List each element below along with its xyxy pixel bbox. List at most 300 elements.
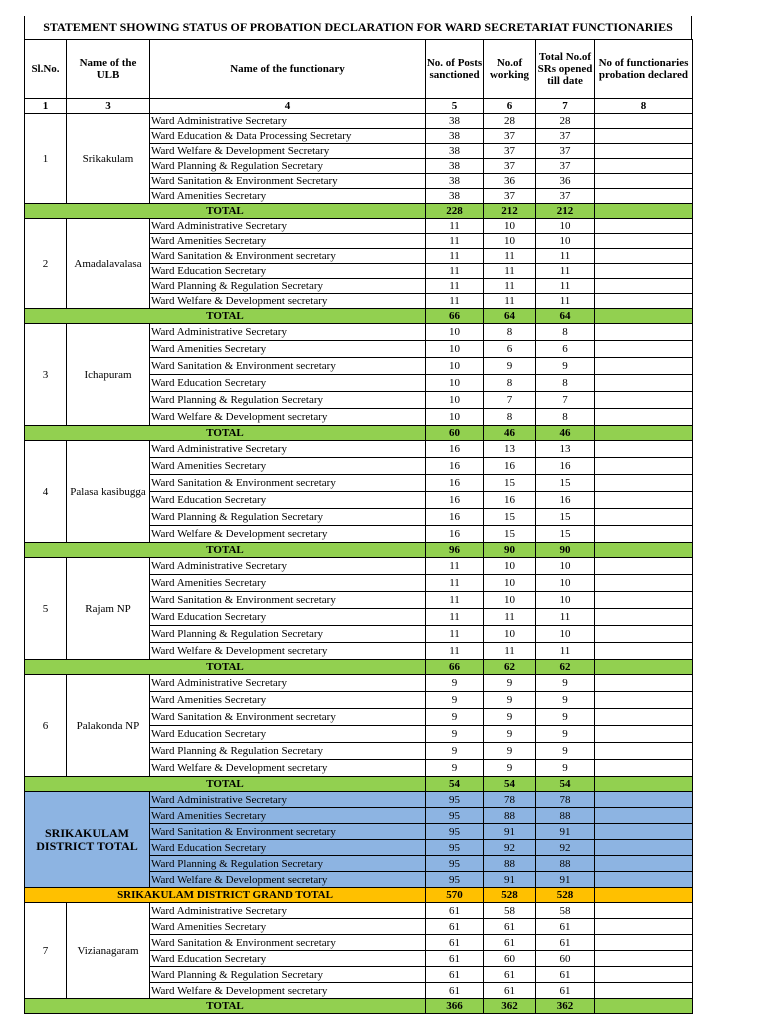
srs-opened-cell: 9 — [536, 692, 595, 709]
working-cell: 10 — [484, 592, 536, 609]
posts-sanctioned-cell: 11 — [426, 234, 484, 249]
posts-sanctioned-cell: 95 — [426, 824, 484, 840]
srs-opened-cell: 58 — [536, 903, 595, 919]
srs-opened-cell: 37 — [536, 144, 595, 159]
functionary-name: Ward Administrative Secretary — [150, 441, 426, 458]
functionary-name: Ward Sanitation & Environment Secretary — [150, 174, 426, 189]
working-cell: 9 — [484, 692, 536, 709]
srs-opened-cell: 92 — [536, 840, 595, 856]
total-posts: 66 — [426, 309, 484, 324]
working-cell: 6 — [484, 341, 536, 358]
total-label: TOTAL — [25, 204, 426, 219]
probation-declared-cell — [595, 358, 693, 375]
posts-sanctioned-cell: 11 — [426, 249, 484, 264]
probation-declared-cell — [595, 626, 693, 643]
functionary-name: Ward Sanitation & Environment secretary — [150, 709, 426, 726]
total-posts: 96 — [426, 543, 484, 558]
srs-opened-cell: 11 — [536, 609, 595, 626]
functionary-name: Ward Planning & Regulation Secretary — [150, 856, 426, 872]
functionary-name: Ward Sanitation & Environment secretary — [150, 475, 426, 492]
header-posts-sanctioned: No. of Posts sanctioned — [426, 40, 484, 99]
working-cell: 9 — [484, 358, 536, 375]
functionary-name: Ward Amenities Secretary — [150, 341, 426, 358]
ulb-serial-number: 7 — [25, 903, 67, 999]
total-posts: 54 — [426, 777, 484, 792]
posts-sanctioned-cell: 11 — [426, 279, 484, 294]
ulb-serial-number: 3 — [25, 324, 67, 426]
grand-total-srs: 528 — [536, 888, 595, 903]
total-srs: 212 — [536, 204, 595, 219]
total-working: 62 — [484, 660, 536, 675]
srs-opened-cell: 8 — [536, 375, 595, 392]
total-probation — [595, 309, 693, 324]
srs-opened-cell: 9 — [536, 743, 595, 760]
probation-declared-cell — [595, 983, 693, 999]
total-label: TOTAL — [25, 777, 426, 792]
functionary-name: Ward Sanitation & Environment secretary — [150, 935, 426, 951]
functionary-name: Ward Sanitation & Environment secretary — [150, 592, 426, 609]
srs-opened-cell: 10 — [536, 219, 595, 234]
functionary-name: Ward Education Secretary — [150, 264, 426, 279]
srs-opened-cell: 61 — [536, 983, 595, 999]
working-cell: 15 — [484, 526, 536, 543]
posts-sanctioned-cell: 9 — [426, 692, 484, 709]
functionary-name: Ward Administrative Secretary — [150, 114, 426, 129]
total-srs: 90 — [536, 543, 595, 558]
probation-declared-cell — [595, 609, 693, 626]
functionary-name: Ward Amenities Secretary — [150, 808, 426, 824]
total-row — [25, 543, 693, 558]
probation-declared-cell — [595, 249, 693, 264]
working-cell: 16 — [484, 458, 536, 475]
posts-sanctioned-cell: 38 — [426, 144, 484, 159]
srs-opened-cell: 6 — [536, 341, 595, 358]
functionary-name: Ward Planning & Regulation Secretary — [150, 279, 426, 294]
functionary-name: Ward Amenities Secretary — [150, 692, 426, 709]
probation-declared-cell — [595, 492, 693, 509]
probation-declared-cell — [595, 760, 693, 777]
srs-opened-cell: 61 — [536, 967, 595, 983]
srs-opened-cell: 7 — [536, 392, 595, 409]
column-number: 3 — [67, 99, 150, 114]
total-working: 64 — [484, 309, 536, 324]
total-probation — [595, 660, 693, 675]
srs-opened-cell: 9 — [536, 358, 595, 375]
srs-opened-cell: 37 — [536, 129, 595, 144]
table-row — [25, 675, 693, 692]
probation-declared-cell — [595, 441, 693, 458]
probation-declared-cell — [595, 234, 693, 249]
table-row — [25, 558, 693, 575]
posts-sanctioned-cell: 11 — [426, 294, 484, 309]
srs-opened-cell: 13 — [536, 441, 595, 458]
functionary-name: Ward Sanitation & Environment secretary — [150, 824, 426, 840]
total-probation — [595, 543, 693, 558]
srs-opened-cell: 91 — [536, 824, 595, 840]
probation-declared-cell — [595, 856, 693, 872]
srs-opened-cell: 91 — [536, 872, 595, 888]
srs-opened-cell: 15 — [536, 475, 595, 492]
column-number: 7 — [536, 99, 595, 114]
working-cell: 10 — [484, 219, 536, 234]
total-probation — [595, 777, 693, 792]
grand-total-working: 528 — [484, 888, 536, 903]
statement-document — [24, 16, 692, 1014]
probation-declared-cell — [595, 792, 693, 808]
working-cell: 9 — [484, 709, 536, 726]
functionary-name: Ward Sanitation & Environment secretary — [150, 249, 426, 264]
probation-declared-cell — [595, 279, 693, 294]
total-label: TOTAL — [25, 999, 426, 1014]
srs-opened-cell: 28 — [536, 114, 595, 129]
grand-total-row — [25, 888, 693, 903]
total-row — [25, 309, 693, 324]
functionary-name: Ward Education & Data Processing Secretary — [150, 129, 426, 144]
functionary-name: Ward Planning & Regulation Secretary — [150, 626, 426, 643]
probation-declared-cell — [595, 526, 693, 543]
ulb-serial-number: 4 — [25, 441, 67, 543]
total-posts: 228 — [426, 204, 484, 219]
probation-declared-cell — [595, 174, 693, 189]
header-functionary: Name of the functionary — [150, 40, 426, 99]
srs-opened-cell: 10 — [536, 234, 595, 249]
working-cell: 9 — [484, 726, 536, 743]
posts-sanctioned-cell: 38 — [426, 189, 484, 204]
district-total-label: SRIKAKULAM DISTRICT TOTAL — [25, 792, 150, 888]
total-label: TOTAL — [25, 426, 426, 441]
working-cell: 11 — [484, 294, 536, 309]
district-total-row — [25, 792, 693, 808]
total-row — [25, 660, 693, 675]
working-cell: 7 — [484, 392, 536, 409]
grand-total-posts: 570 — [426, 888, 484, 903]
posts-sanctioned-cell: 61 — [426, 903, 484, 919]
functionary-name: Ward Planning & Regulation Secretary — [150, 392, 426, 409]
table-row — [25, 441, 693, 458]
srs-opened-cell: 37 — [536, 189, 595, 204]
srs-opened-cell: 88 — [536, 808, 595, 824]
probation-declared-cell — [595, 709, 693, 726]
posts-sanctioned-cell: 95 — [426, 792, 484, 808]
probation-declared-cell — [595, 509, 693, 526]
working-cell: 61 — [484, 935, 536, 951]
functionary-name: Ward Administrative Secretary — [150, 903, 426, 919]
probation-declared-cell — [595, 919, 693, 935]
probation-declared-cell — [595, 159, 693, 174]
probation-declared-cell — [595, 219, 693, 234]
probation-declared-cell — [595, 129, 693, 144]
ulb-serial-number: 2 — [25, 219, 67, 309]
working-cell: 36 — [484, 174, 536, 189]
posts-sanctioned-cell: 61 — [426, 967, 484, 983]
probation-declared-cell — [595, 935, 693, 951]
posts-sanctioned-cell: 11 — [426, 558, 484, 575]
functionary-name: Ward Amenities Secretary — [150, 575, 426, 592]
srs-opened-cell: 36 — [536, 174, 595, 189]
probation-declared-cell — [595, 967, 693, 983]
working-cell: 11 — [484, 609, 536, 626]
column-number: 1 — [25, 99, 67, 114]
working-cell: 8 — [484, 324, 536, 341]
posts-sanctioned-cell: 38 — [426, 114, 484, 129]
working-cell: 61 — [484, 919, 536, 935]
srs-opened-cell: 78 — [536, 792, 595, 808]
probation-declared-cell — [595, 294, 693, 309]
probation-declared-cell — [595, 675, 693, 692]
srs-opened-cell: 11 — [536, 643, 595, 660]
working-cell: 15 — [484, 475, 536, 492]
working-cell: 15 — [484, 509, 536, 526]
probation-declared-cell — [595, 392, 693, 409]
functionary-name: Ward Amenities Secretary — [150, 919, 426, 935]
working-cell: 8 — [484, 409, 536, 426]
posts-sanctioned-cell: 95 — [426, 840, 484, 856]
working-cell: 11 — [484, 643, 536, 660]
posts-sanctioned-cell: 9 — [426, 760, 484, 777]
total-probation — [595, 999, 693, 1014]
functionary-name: Ward Education Secretary — [150, 375, 426, 392]
total-srs: 54 — [536, 777, 595, 792]
probation-declared-cell — [595, 824, 693, 840]
posts-sanctioned-cell: 10 — [426, 392, 484, 409]
functionary-name: Ward Administrative Secretary — [150, 792, 426, 808]
functionary-name: Ward Education Secretary — [150, 609, 426, 626]
column-number: 4 — [150, 99, 426, 114]
srs-opened-cell: 37 — [536, 159, 595, 174]
working-cell: 88 — [484, 856, 536, 872]
functionary-name: Ward Planning & Regulation Secretary — [150, 967, 426, 983]
total-srs: 362 — [536, 999, 595, 1014]
column-number: 6 — [484, 99, 536, 114]
posts-sanctioned-cell: 38 — [426, 129, 484, 144]
posts-sanctioned-cell: 61 — [426, 935, 484, 951]
posts-sanctioned-cell: 9 — [426, 675, 484, 692]
working-cell: 58 — [484, 903, 536, 919]
srs-opened-cell: 8 — [536, 324, 595, 341]
functionary-name: Ward Education Secretary — [150, 951, 426, 967]
srs-opened-cell: 11 — [536, 279, 595, 294]
srs-opened-cell: 15 — [536, 526, 595, 543]
total-posts: 66 — [426, 660, 484, 675]
total-working: 54 — [484, 777, 536, 792]
functionary-name: Ward Welfare & Development secretary — [150, 872, 426, 888]
srs-opened-cell: 10 — [536, 558, 595, 575]
working-cell: 13 — [484, 441, 536, 458]
probation-declared-cell — [595, 341, 693, 358]
probation-declared-cell — [595, 144, 693, 159]
posts-sanctioned-cell: 95 — [426, 856, 484, 872]
working-cell: 37 — [484, 144, 536, 159]
posts-sanctioned-cell: 9 — [426, 726, 484, 743]
working-cell: 16 — [484, 492, 536, 509]
table-body — [25, 114, 693, 1014]
posts-sanctioned-cell: 11 — [426, 575, 484, 592]
header-probation-declared: No of functionaries probation declared — [595, 40, 693, 99]
posts-sanctioned-cell: 11 — [426, 609, 484, 626]
total-working: 362 — [484, 999, 536, 1014]
srs-opened-cell: 11 — [536, 294, 595, 309]
posts-sanctioned-cell: 9 — [426, 709, 484, 726]
total-working: 46 — [484, 426, 536, 441]
probation-declared-cell — [595, 643, 693, 660]
probation-status-table — [24, 39, 693, 1014]
srs-opened-cell: 11 — [536, 264, 595, 279]
srs-opened-cell: 61 — [536, 935, 595, 951]
functionary-name: Ward Administrative Secretary — [150, 558, 426, 575]
ulb-name: Palasa kasibugga — [67, 441, 150, 543]
ulb-name: Rajam NP — [67, 558, 150, 660]
posts-sanctioned-cell: 16 — [426, 509, 484, 526]
total-row — [25, 777, 693, 792]
header-ulb: Name of the ULB — [67, 40, 150, 99]
srs-opened-cell: 61 — [536, 919, 595, 935]
working-cell: 78 — [484, 792, 536, 808]
table-row — [25, 219, 693, 234]
srs-opened-cell: 88 — [536, 856, 595, 872]
probation-declared-cell — [595, 409, 693, 426]
ulb-serial-number: 1 — [25, 114, 67, 204]
total-posts: 60 — [426, 426, 484, 441]
functionary-name: Ward Amenities Secretary — [150, 189, 426, 204]
working-cell: 88 — [484, 808, 536, 824]
ulb-name: Ichapuram — [67, 324, 150, 426]
posts-sanctioned-cell: 11 — [426, 592, 484, 609]
posts-sanctioned-cell: 61 — [426, 983, 484, 999]
probation-declared-cell — [595, 743, 693, 760]
header-srs-opened: Total No.of SRs opened till date — [536, 40, 595, 99]
probation-declared-cell — [595, 114, 693, 129]
ulb-name: Palakonda NP — [67, 675, 150, 777]
probation-declared-cell — [595, 475, 693, 492]
ulb-serial-number: 6 — [25, 675, 67, 777]
functionary-name: Ward Education Secretary — [150, 492, 426, 509]
probation-declared-cell — [595, 264, 693, 279]
working-cell: 92 — [484, 840, 536, 856]
srs-opened-cell: 16 — [536, 458, 595, 475]
posts-sanctioned-cell: 16 — [426, 458, 484, 475]
functionary-name: Ward Planning & Regulation Secretary — [150, 159, 426, 174]
working-cell: 91 — [484, 824, 536, 840]
posts-sanctioned-cell: 11 — [426, 626, 484, 643]
total-probation — [595, 204, 693, 219]
table-row — [25, 324, 693, 341]
probation-declared-cell — [595, 324, 693, 341]
total-working: 90 — [484, 543, 536, 558]
probation-declared-cell — [595, 458, 693, 475]
working-cell: 8 — [484, 375, 536, 392]
table-row — [25, 903, 693, 919]
srs-opened-cell: 15 — [536, 509, 595, 526]
total-label: TOTAL — [25, 543, 426, 558]
posts-sanctioned-cell: 16 — [426, 475, 484, 492]
working-cell: 11 — [484, 264, 536, 279]
functionary-name: Ward Administrative Secretary — [150, 324, 426, 341]
probation-declared-cell — [595, 189, 693, 204]
srs-opened-cell: 9 — [536, 675, 595, 692]
working-cell: 9 — [484, 743, 536, 760]
posts-sanctioned-cell: 10 — [426, 324, 484, 341]
working-cell: 9 — [484, 675, 536, 692]
posts-sanctioned-cell: 95 — [426, 808, 484, 824]
working-cell: 11 — [484, 249, 536, 264]
srs-opened-cell: 10 — [536, 592, 595, 609]
posts-sanctioned-cell: 10 — [426, 375, 484, 392]
total-row — [25, 426, 693, 441]
column-number: 8 — [595, 99, 693, 114]
posts-sanctioned-cell: 10 — [426, 409, 484, 426]
srs-opened-cell: 10 — [536, 626, 595, 643]
total-working: 212 — [484, 204, 536, 219]
posts-sanctioned-cell: 16 — [426, 492, 484, 509]
posts-sanctioned-cell: 16 — [426, 441, 484, 458]
posts-sanctioned-cell: 10 — [426, 341, 484, 358]
functionary-name: Ward Welfare & Development secretary — [150, 526, 426, 543]
functionary-name: Ward Welfare & Development secretary — [150, 983, 426, 999]
posts-sanctioned-cell: 61 — [426, 919, 484, 935]
total-posts: 366 — [426, 999, 484, 1014]
posts-sanctioned-cell: 61 — [426, 951, 484, 967]
total-row — [25, 999, 693, 1014]
ulb-name: Amadalavalasa — [67, 219, 150, 309]
srs-opened-cell: 10 — [536, 575, 595, 592]
srs-opened-cell: 16 — [536, 492, 595, 509]
ulb-serial-number: 5 — [25, 558, 67, 660]
probation-declared-cell — [595, 375, 693, 392]
probation-declared-cell — [595, 951, 693, 967]
functionary-name: Ward Welfare & Development secretary — [150, 409, 426, 426]
working-cell: 10 — [484, 558, 536, 575]
total-srs: 62 — [536, 660, 595, 675]
functionary-name: Ward Welfare & Development secretary — [150, 643, 426, 660]
grand-total-probation — [595, 888, 693, 903]
working-cell: 61 — [484, 967, 536, 983]
working-cell: 11 — [484, 279, 536, 294]
functionary-name: Ward Planning & Regulation Secretary — [150, 509, 426, 526]
srs-opened-cell: 9 — [536, 760, 595, 777]
posts-sanctioned-cell: 11 — [426, 643, 484, 660]
total-probation — [595, 426, 693, 441]
header-row — [25, 40, 693, 99]
functionary-name: Ward Planning & Regulation Secretary — [150, 743, 426, 760]
probation-declared-cell — [595, 558, 693, 575]
functionary-name: Ward Amenities Secretary — [150, 458, 426, 475]
working-cell: 10 — [484, 626, 536, 643]
probation-declared-cell — [595, 808, 693, 824]
working-cell: 37 — [484, 129, 536, 144]
functionary-name: Ward Administrative Secretary — [150, 219, 426, 234]
srs-opened-cell: 9 — [536, 726, 595, 743]
functionary-name: Ward Education Secretary — [150, 840, 426, 856]
working-cell: 61 — [484, 983, 536, 999]
functionary-name: Ward Amenities Secretary — [150, 234, 426, 249]
working-cell: 28 — [484, 114, 536, 129]
column-number-row — [25, 99, 693, 114]
probation-declared-cell — [595, 903, 693, 919]
posts-sanctioned-cell: 38 — [426, 174, 484, 189]
total-label: TOTAL — [25, 660, 426, 675]
probation-declared-cell — [595, 872, 693, 888]
ulb-name: Vizianagaram — [67, 903, 150, 999]
srs-opened-cell: 9 — [536, 709, 595, 726]
functionary-name: Ward Welfare & Development secretary — [150, 294, 426, 309]
srs-opened-cell: 60 — [536, 951, 595, 967]
working-cell: 60 — [484, 951, 536, 967]
working-cell: 10 — [484, 575, 536, 592]
total-srs: 64 — [536, 309, 595, 324]
posts-sanctioned-cell: 16 — [426, 526, 484, 543]
functionary-name: Ward Welfare & Development secretary — [150, 760, 426, 777]
header-working: No.of working — [484, 40, 536, 99]
